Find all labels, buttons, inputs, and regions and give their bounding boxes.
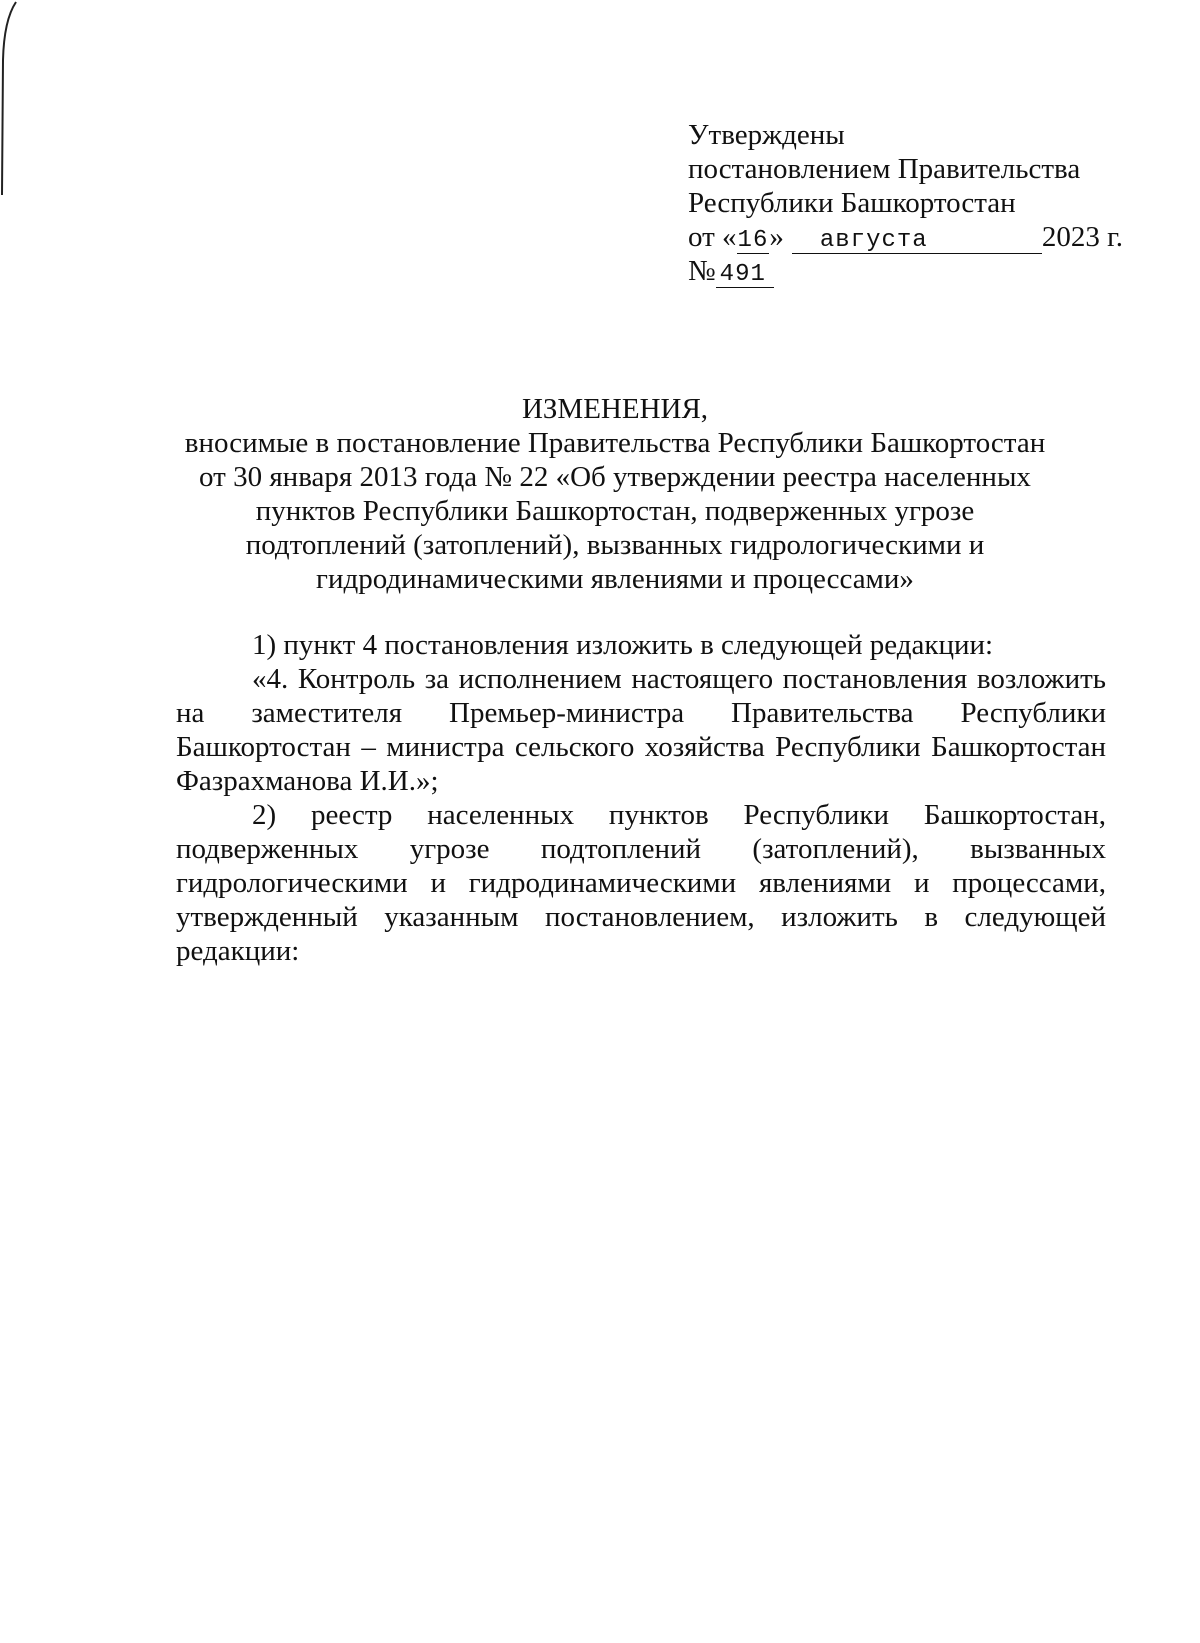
title-line-5: гидродинамическими явлениями и процессами»	[316, 563, 914, 595]
approval-line-3: Республики Башкортостан	[688, 187, 1016, 219]
date-mid: »	[769, 221, 784, 253]
document-number: 491	[716, 263, 774, 288]
title-line-1: вносимые в постановление Правительства Республики Башкортостан	[184, 427, 1046, 459]
title-line-2: от 30 января 2013 года № 22 «Об утверждении реестра населенных	[199, 461, 1031, 493]
document-title	[150, 392, 1080, 596]
document-body	[176, 628, 1106, 968]
number-prefix: №	[688, 255, 716, 287]
approval-number-line	[688, 254, 1148, 288]
date-month: августа	[792, 229, 1042, 254]
date-day: 16	[737, 227, 769, 254]
scan-edge-mark	[0, 0, 20, 200]
approval-line-2: постановлением Правительства	[688, 153, 1081, 185]
title-line-3: пунктов Республики Башкортостан, подверженных угрозе	[255, 495, 975, 527]
title-line-4: подтоплений (затоплений), вызванных гидрологическими и	[245, 529, 985, 561]
paragraph-3: 2) реестр населенных пунктов Республики Башкортостан, подверженных угрозе подтоплений (затоплений), вызванных гидрологическими и гидродинамическими явлениями и процессами, утвержденный указанным постановлением, изложить в следующей редакции:	[176, 799, 1106, 967]
paragraph-2: «4. Контроль за исполнением настоящего постановления возложить на заместителя Премьер-министра Правительства Республики Башкортостан – министра сельского хозяйства Республики Башкортостан Фазрахманова И.И.»;	[176, 663, 1106, 797]
date-prefix: от «	[688, 221, 737, 253]
title-heading: ИЗМЕНЕНИЯ,	[521, 393, 709, 425]
date-year: 2023 г.	[1041, 221, 1123, 253]
approval-date-line	[688, 220, 1148, 254]
paragraph-1: 1) пункт 4 постановления изложить в следующей редакции:	[252, 629, 994, 661]
approval-line-1: Утверждены	[688, 119, 845, 151]
approval-block	[688, 118, 1148, 288]
